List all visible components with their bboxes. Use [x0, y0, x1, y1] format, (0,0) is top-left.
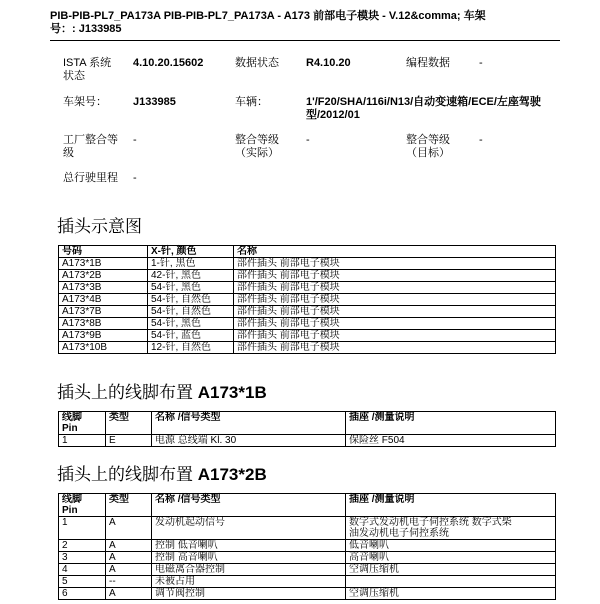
- table-cell: A173*8B: [59, 318, 148, 330]
- target-level-value: -: [479, 134, 483, 146]
- col-header-pin: 线脚 Pin: [59, 494, 106, 517]
- connector-overview-title: 插头示意图: [57, 217, 142, 236]
- col-header-pins-color: X-针, 颜色: [148, 246, 234, 258]
- table-cell: 保险丝 F504: [346, 435, 556, 447]
- table-cell: [346, 576, 556, 588]
- table-cell: 部件插头 前部电子模块: [234, 270, 556, 282]
- program-data-label: 编程数据: [406, 57, 450, 69]
- vehicle-label: 车辆：: [235, 96, 268, 108]
- table-row: [59, 306, 556, 318]
- table-cell: 控制 低音喇叭: [152, 540, 346, 552]
- col-header-name: 名称: [234, 246, 556, 258]
- table-cell: 低音喇叭: [346, 540, 556, 552]
- col-header-type: 类型: [106, 412, 152, 435]
- col-header-socket: 插座 /测量说明: [346, 412, 556, 435]
- table-cell: 数字式发动机电子伺控系统 数字式柴 油发动机电子伺控系统: [346, 517, 556, 540]
- col-header-pin: 线脚 Pin: [59, 412, 106, 435]
- table-cell: 发动机起动信号: [152, 517, 346, 540]
- table-cell: --: [106, 576, 152, 588]
- table-cell: 部件插头 前部电子模块: [234, 294, 556, 306]
- table-cell: A173*4B: [59, 294, 148, 306]
- table-cell: A: [106, 564, 152, 576]
- table-cell: 控制 高音喇叭: [152, 552, 346, 564]
- table-cell: A173*1B: [59, 258, 148, 270]
- table-row: [59, 342, 556, 354]
- vin-value: J133985: [133, 96, 176, 108]
- ista-label: ISTA 系统 状态: [63, 57, 112, 82]
- table-row: [59, 330, 556, 342]
- vehicle-value: 1'/F20/SHA/116i/N13/自动变速箱/ECE/左座驾驶 型/2012/01: [306, 96, 541, 121]
- table-cell: 42-针, 黑色: [148, 270, 234, 282]
- table-row: [59, 435, 556, 447]
- table-cell: A173*2B: [59, 270, 148, 282]
- connector-overview-table: [58, 245, 556, 354]
- table-cell: 5: [59, 576, 106, 588]
- table-cell: 3: [59, 552, 106, 564]
- col-header-number: 号码: [59, 246, 148, 258]
- table-row: [59, 517, 556, 540]
- actual-level-label: 整合等级 （实际）: [235, 134, 279, 159]
- table-row: [59, 318, 556, 330]
- pin-layout-title-1b: 插头上的线脚布置 A173*1B: [57, 383, 267, 402]
- table-cell: 6: [59, 588, 106, 600]
- document-header: [50, 10, 560, 36]
- table-cell: 1: [59, 517, 106, 540]
- table-row: [59, 588, 556, 600]
- program-data-value: -: [479, 57, 483, 69]
- total-mileage-label: 总行驶里程: [63, 172, 118, 184]
- table-cell: A: [106, 588, 152, 600]
- table-cell: 1-针, 黑色: [148, 258, 234, 270]
- total-mileage-value: -: [133, 172, 137, 184]
- col-header-signal: 名称 /信号类型: [152, 412, 346, 435]
- table-row: [59, 540, 556, 552]
- table-cell: 54-针, 黑色: [148, 318, 234, 330]
- table-cell: 54-针, 自然色: [148, 306, 234, 318]
- table-cell: A173*3B: [59, 282, 148, 294]
- table-cell: 部件插头 前部电子模块: [234, 258, 556, 270]
- table-cell: 54-针, 自然色: [148, 294, 234, 306]
- table-cell: 4: [59, 564, 106, 576]
- table-cell: E: [106, 435, 152, 447]
- ista-value: 4.10.20.15602: [133, 57, 204, 69]
- table-cell: 部件插头 前部电子模块: [234, 306, 556, 318]
- table-cell: 12-针, 自然色: [148, 342, 234, 354]
- table-cell: 电源 总线端 Kl. 30: [152, 435, 346, 447]
- target-level-label: 整合等级 （目标）: [406, 134, 450, 159]
- col-header-type: 类型: [106, 494, 152, 517]
- table-header-row: [59, 494, 556, 517]
- table-cell: 调节阀控制: [152, 588, 346, 600]
- table-row: [59, 564, 556, 576]
- table-cell: 2: [59, 540, 106, 552]
- table-row: [59, 576, 556, 588]
- table-row: [59, 294, 556, 306]
- table-cell: 空调压缩机: [346, 564, 556, 576]
- table-cell: A: [106, 552, 152, 564]
- data-status-label: 数据状态: [235, 57, 279, 69]
- table-cell: 空调压缩机: [346, 588, 556, 600]
- data-status-value: R4.10.20: [306, 57, 351, 69]
- table-cell: 部件插头 前部电子模块: [234, 282, 556, 294]
- table-cell: A: [106, 540, 152, 552]
- table-row: [59, 258, 556, 270]
- pin-layout-table-1b: [58, 411, 556, 447]
- header-divider: [50, 40, 560, 41]
- table-cell: 部件插头 前部电子模块: [234, 342, 556, 354]
- pin-layout-title-2b: 插头上的线脚布置 A173*2B: [57, 465, 267, 484]
- table-cell: 54-针, 蓝色: [148, 330, 234, 342]
- table-header-row: [59, 246, 556, 258]
- header-title-line1: PIB-PIB-PL7_PA173A PIB-PIB-PL7_PA173A - A173 前部电子模块 - V.12&comma; 车架: [50, 10, 486, 22]
- actual-level-value: -: [306, 134, 310, 146]
- col-header-socket: 插座 /测量说明: [346, 494, 556, 517]
- table-row: [59, 552, 556, 564]
- header-title-line2: 号：: J133985: [50, 23, 122, 35]
- vin-label: 车架号：: [63, 96, 107, 108]
- factory-level-label: 工厂整合等 级: [63, 134, 118, 159]
- table-cell: 部件插头 前部电子模块: [234, 318, 556, 330]
- table-header-row: [59, 412, 556, 435]
- table-cell: 54-针, 黑色: [148, 282, 234, 294]
- table-row: [59, 270, 556, 282]
- table-cell: 电磁离合器控制: [152, 564, 346, 576]
- table-row: [59, 282, 556, 294]
- col-header-signal: 名称 /信号类型: [152, 494, 346, 517]
- table-cell: 未被占用: [152, 576, 346, 588]
- pin-layout-table-2b: [58, 493, 556, 600]
- table-cell: A173*7B: [59, 306, 148, 318]
- table-cell: 1: [59, 435, 106, 447]
- table-cell: A173*10B: [59, 342, 148, 354]
- table-cell: 高音喇叭: [346, 552, 556, 564]
- table-cell: A: [106, 517, 152, 540]
- factory-level-value: -: [133, 134, 137, 146]
- table-cell: A173*9B: [59, 330, 148, 342]
- table-cell: 部件插头 前部电子模块: [234, 330, 556, 342]
